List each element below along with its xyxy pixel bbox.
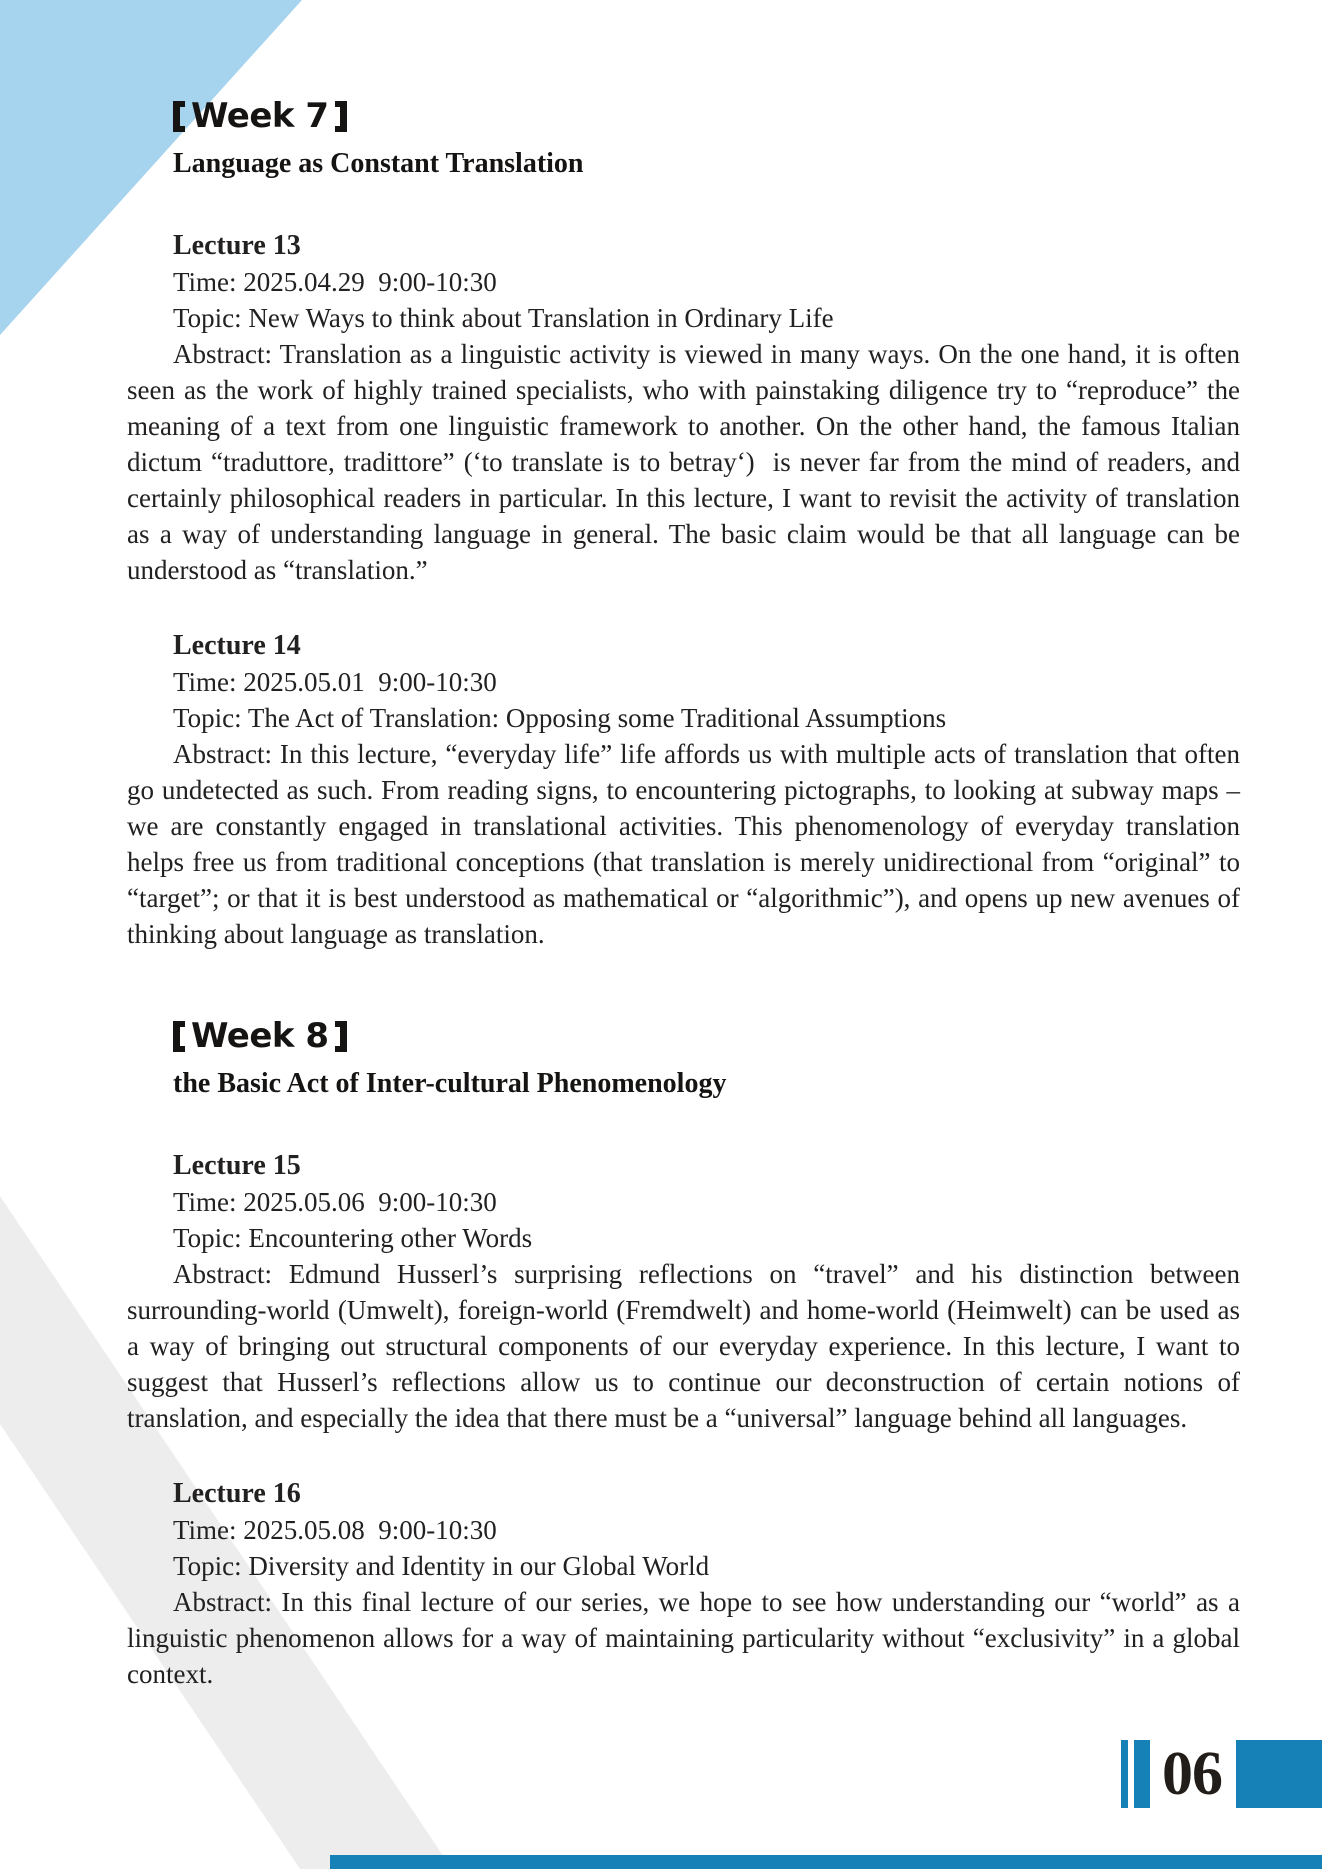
lenticular-bracket-right-icon (335, 101, 347, 132)
lecture-14-block (127, 628, 1247, 952)
lecture-16-title: Lecture 16 (173, 1478, 301, 1509)
lecture-15-topic: Topic: Encountering other Words (173, 1223, 533, 1253)
week-8-title (173, 1016, 1240, 1056)
lecture-14-abstract: Abstract: In this lecture, “everyday life” life affords us with multiple acts of translation that often go undetected as such. From reading signs, to encountering pictographs, to looking at subway maps – we are constantly engaged in translational activities. This phenomenology of everyday translation helps free us from traditional conceptions (that translation is merely unidirectional from “original” to “target”; or that it is best understood as mathematical or “algorithmic”), and opens up new avenues of thinking about language as translation. (127, 739, 1247, 949)
lecture-13-block (127, 228, 1247, 588)
lenticular-bracket-right-icon (335, 1021, 347, 1052)
lecture-15-time: Time: 2025.05.06 9:00-10:30 (173, 1187, 497, 1217)
lecture-16-block (127, 1476, 1247, 1692)
week-7-title-text: Week 7 (191, 96, 329, 136)
lecture-13-abstract: Abstract: Translation as a linguistic activity is viewed in many ways. On the one hand, it is often seen as the work of highly trained specialists, who with painstaking diligence try to “reproduce” the meaning of a text from one linguistic framework to another. On the other hand, the famous Italian dictum “traduttore, tradittore” (‘to translate is to betray‘) is never far from the mind of readers, and certainly philosophical readers in particular. In this lecture, I want to revisit the activity of translation as a way of understanding language in general. The basic claim would be that all language can be understood as “translation.” (127, 339, 1247, 585)
lecture-16-abstract: Abstract: In this final lecture of our series, we hope to see how understanding our “world” as a linguistic phenomenon allows for a way of maintaining particularity without “exclusivity” in a global context. (127, 1587, 1247, 1689)
page-number-accent-bar-thin (1121, 1740, 1128, 1808)
lecture-15-abstract: Abstract: Edmund Husserl’s surprising reflections on “travel” and his distinction between surrounding-world (Umwelt), foreign-world (Fremdwelt) and home-world (Heimwelt) can be used as a way of bringing out structural components of our everyday experience. In this lecture, I want to suggest that Husserl’s reflections allow us to continue our deconstruction of certain notions of translation, and especially the idea that there must be a “universal” language behind all languages. (127, 1259, 1247, 1433)
week-7-title (173, 96, 1240, 136)
page-number: 06 (1162, 1740, 1222, 1808)
week-8-section (127, 1016, 1247, 1692)
week-8-subtitle: the Basic Act of Inter-cultural Phenomenology (173, 1068, 727, 1099)
week-8-title-text: Week 8 (191, 1016, 329, 1056)
lenticular-bracket-left-icon (173, 1021, 185, 1052)
week-7-subtitle: Language as Constant Translation (173, 148, 584, 179)
page-number-accent-bar-thick (1134, 1740, 1150, 1808)
page-number-accent-box (1236, 1740, 1322, 1808)
week-7-section (127, 96, 1247, 952)
lenticular-bracket-left-icon (173, 101, 185, 132)
lecture-15-block (127, 1148, 1247, 1436)
lecture-16-topic: Topic: Diversity and Identity in our Global World (173, 1551, 710, 1581)
lecture-13-title: Lecture 13 (173, 230, 301, 261)
bottom-accent-bar (330, 1855, 1322, 1869)
lecture-14-time: Time: 2025.05.01 9:00-10:30 (173, 667, 497, 697)
lecture-13-topic: Topic: New Ways to think about Translation in Ordinary Life (173, 303, 834, 333)
page-number-block (1121, 1740, 1322, 1808)
lecture-14-title: Lecture 14 (173, 630, 301, 661)
lecture-15-title: Lecture 15 (173, 1150, 301, 1181)
lecture-16-time: Time: 2025.05.08 9:00-10:30 (173, 1515, 497, 1545)
lecture-13-time: Time: 2025.04.29 9:00-10:30 (173, 267, 497, 297)
lecture-14-topic: Topic: The Act of Translation: Opposing some Traditional Assumptions (173, 703, 947, 733)
